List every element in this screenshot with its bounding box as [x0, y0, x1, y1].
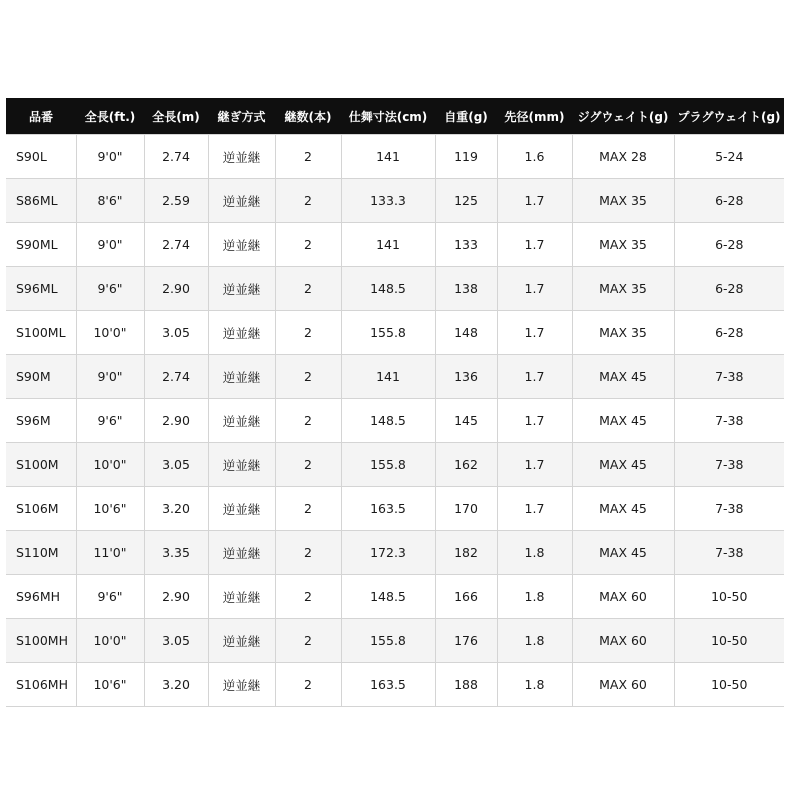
table-cell: S100M	[6, 443, 76, 487]
table-cell: 2.90	[144, 575, 208, 619]
table-cell: 2	[275, 663, 341, 707]
table-cell: 163.5	[341, 663, 435, 707]
table-cell: 3.05	[144, 443, 208, 487]
table-row	[6, 619, 784, 663]
table-cell: 3.05	[144, 619, 208, 663]
table-cell: 逆並継	[208, 399, 275, 443]
table-cell: 1.7	[497, 179, 572, 223]
table-cell: 11'0"	[76, 531, 144, 575]
table-cell: 1.7	[497, 399, 572, 443]
table-cell: 逆並継	[208, 443, 275, 487]
table-row	[6, 135, 784, 179]
table-cell: 3.05	[144, 311, 208, 355]
table-row	[6, 179, 784, 223]
table-cell: 2	[275, 135, 341, 179]
table-cell: 119	[435, 135, 497, 179]
header-row	[6, 98, 784, 135]
table-cell: S86ML	[6, 179, 76, 223]
table-cell: 1.7	[497, 311, 572, 355]
table-cell: MAX 45	[572, 531, 674, 575]
table-row	[6, 487, 784, 531]
table-cell: 138	[435, 267, 497, 311]
table-row	[6, 663, 784, 707]
table-cell: 1.6	[497, 135, 572, 179]
table-cell: 9'6"	[76, 267, 144, 311]
table-cell: MAX 35	[572, 267, 674, 311]
table-cell: 逆並継	[208, 179, 275, 223]
table-cell: 3.20	[144, 663, 208, 707]
column-header: ジグウェイト(g)	[572, 98, 674, 135]
table-cell: 6-28	[674, 311, 784, 355]
table-cell: 148.5	[341, 575, 435, 619]
table-cell: 182	[435, 531, 497, 575]
table-cell: 155.8	[341, 311, 435, 355]
column-header: 自重(g)	[435, 98, 497, 135]
table-cell: 163.5	[341, 487, 435, 531]
table-cell: 逆並継	[208, 531, 275, 575]
table-cell: 3.20	[144, 487, 208, 531]
table-cell: 2	[275, 179, 341, 223]
table-cell: 10'6"	[76, 487, 144, 531]
table-cell: 1.7	[497, 267, 572, 311]
table-cell: 125	[435, 179, 497, 223]
table-cell: S96ML	[6, 267, 76, 311]
table-body	[6, 135, 784, 707]
table-cell: 148	[435, 311, 497, 355]
table-cell: 1.7	[497, 487, 572, 531]
column-header: 全長(m)	[144, 98, 208, 135]
table-cell: 10-50	[674, 663, 784, 707]
table-cell: MAX 60	[572, 663, 674, 707]
table-cell: 7-38	[674, 399, 784, 443]
table-cell: 逆並継	[208, 663, 275, 707]
table-cell: 2	[275, 487, 341, 531]
table-cell: 2	[275, 267, 341, 311]
table-cell: 10'0"	[76, 311, 144, 355]
table-cell: 10'0"	[76, 619, 144, 663]
table-cell: 141	[341, 135, 435, 179]
table-cell: MAX 35	[572, 223, 674, 267]
table-cell: 10-50	[674, 619, 784, 663]
table-cell: 8'6"	[76, 179, 144, 223]
table-cell: 2	[275, 575, 341, 619]
table-cell: S100MH	[6, 619, 76, 663]
table-cell: 133.3	[341, 179, 435, 223]
table-cell: 1.8	[497, 575, 572, 619]
table-cell: 逆並継	[208, 487, 275, 531]
table-cell: MAX 28	[572, 135, 674, 179]
table-cell: 9'0"	[76, 223, 144, 267]
table-cell: 2.90	[144, 399, 208, 443]
table-cell: 1.7	[497, 443, 572, 487]
table-cell: 2	[275, 443, 341, 487]
table-cell: 1.8	[497, 619, 572, 663]
table-cell: 逆並継	[208, 575, 275, 619]
table-cell: 10'6"	[76, 663, 144, 707]
table-cell: 136	[435, 355, 497, 399]
column-header: プラグウェイト(g)	[674, 98, 784, 135]
table-row	[6, 443, 784, 487]
table-row	[6, 311, 784, 355]
table-cell: 9'0"	[76, 135, 144, 179]
column-header: 品番	[6, 98, 76, 135]
table-cell: 162	[435, 443, 497, 487]
table-cell: 2	[275, 619, 341, 663]
table-cell: 5-24	[674, 135, 784, 179]
table-cell: 170	[435, 487, 497, 531]
table-cell: 188	[435, 663, 497, 707]
column-header: 仕舞寸法(cm)	[341, 98, 435, 135]
table-cell: 172.3	[341, 531, 435, 575]
table-cell: 2.74	[144, 223, 208, 267]
table-cell: S90M	[6, 355, 76, 399]
table-cell: 2	[275, 311, 341, 355]
column-header: 先径(mm)	[497, 98, 572, 135]
table-cell: 2	[275, 355, 341, 399]
table-cell: S106MH	[6, 663, 76, 707]
table-cell: 9'0"	[76, 355, 144, 399]
spec-table-container	[6, 98, 784, 707]
table-cell: 逆並継	[208, 311, 275, 355]
table-cell: S100ML	[6, 311, 76, 355]
table-cell: S110M	[6, 531, 76, 575]
spec-table	[6, 98, 784, 707]
table-cell: 10'0"	[76, 443, 144, 487]
table-cell: 155.8	[341, 619, 435, 663]
table-cell: 148.5	[341, 399, 435, 443]
table-cell: 9'6"	[76, 575, 144, 619]
table-cell: 1.7	[497, 223, 572, 267]
table-cell: MAX 45	[572, 355, 674, 399]
table-cell: 155.8	[341, 443, 435, 487]
table-cell: 10-50	[674, 575, 784, 619]
table-cell: 3.35	[144, 531, 208, 575]
table-cell: 9'6"	[76, 399, 144, 443]
table-cell: 6-28	[674, 267, 784, 311]
table-cell: 2.59	[144, 179, 208, 223]
table-cell: 133	[435, 223, 497, 267]
table-cell: 7-38	[674, 443, 784, 487]
table-cell: 141	[341, 355, 435, 399]
table-cell: 6-28	[674, 179, 784, 223]
table-cell: MAX 35	[572, 179, 674, 223]
table-row	[6, 355, 784, 399]
table-cell: 2	[275, 223, 341, 267]
table-cell: MAX 60	[572, 575, 674, 619]
table-cell: 148.5	[341, 267, 435, 311]
table-cell: 逆並継	[208, 135, 275, 179]
table-cell: 1.8	[497, 531, 572, 575]
table-row	[6, 267, 784, 311]
table-row	[6, 223, 784, 267]
table-cell: MAX 45	[572, 443, 674, 487]
table-cell: S96MH	[6, 575, 76, 619]
table-cell: 176	[435, 619, 497, 663]
column-header: 継ぎ方式	[208, 98, 275, 135]
table-cell: MAX 45	[572, 487, 674, 531]
table-cell: 145	[435, 399, 497, 443]
table-header	[6, 98, 784, 135]
table-cell: 逆並継	[208, 223, 275, 267]
table-cell: 逆並継	[208, 355, 275, 399]
table-cell: 6-28	[674, 223, 784, 267]
table-cell: S96M	[6, 399, 76, 443]
table-cell: 2	[275, 531, 341, 575]
table-row	[6, 575, 784, 619]
table-cell: MAX 60	[572, 619, 674, 663]
table-cell: 166	[435, 575, 497, 619]
column-header: 全長(ft.)	[76, 98, 144, 135]
table-cell: MAX 45	[572, 399, 674, 443]
table-cell: 7-38	[674, 487, 784, 531]
table-cell: S90ML	[6, 223, 76, 267]
table-cell: 2.74	[144, 135, 208, 179]
table-cell: 7-38	[674, 355, 784, 399]
table-cell: 2	[275, 399, 341, 443]
table-cell: 141	[341, 223, 435, 267]
column-header: 継数(本)	[275, 98, 341, 135]
table-row	[6, 531, 784, 575]
table-cell: S106M	[6, 487, 76, 531]
table-cell: 1.8	[497, 663, 572, 707]
table-cell: S90L	[6, 135, 76, 179]
table-cell: MAX 35	[572, 311, 674, 355]
table-cell: 2.74	[144, 355, 208, 399]
table-row	[6, 399, 784, 443]
table-cell: 1.7	[497, 355, 572, 399]
table-cell: 逆並継	[208, 619, 275, 663]
table-cell: 7-38	[674, 531, 784, 575]
table-cell: 逆並継	[208, 267, 275, 311]
table-cell: 2.90	[144, 267, 208, 311]
